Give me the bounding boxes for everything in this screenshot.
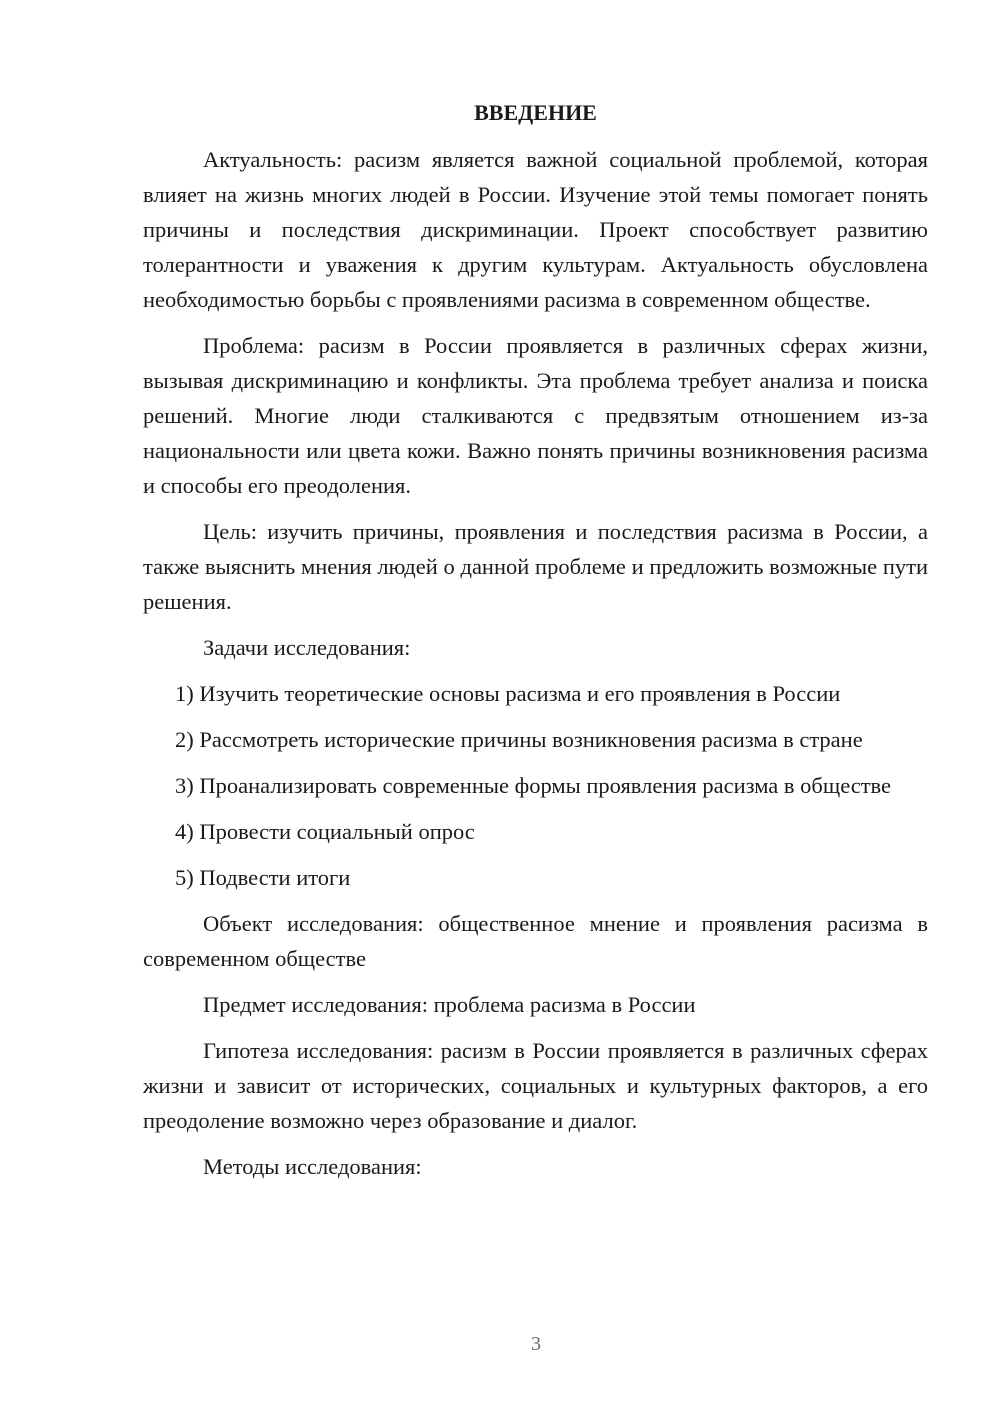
task-item-2: 2) Рассмотреть исторические причины возникновения расизма в стране: [175, 727, 863, 752]
subject-paragraph: Предмет исследования: проблема расизма в России: [203, 992, 696, 1017]
task-item-4: 4) Провести социальный опрос: [175, 819, 475, 844]
methods-title: Методы исследования:: [203, 1154, 422, 1179]
task-item-1: 1) Изучить теоретические основы расизма и его проявления в России: [175, 681, 841, 706]
goal-paragraph: Цель: изучить причины, проявления и последствия расизма в России, а также выяснить мнения людей о данной проблеме и предложить возможные пути решения.: [143, 519, 928, 614]
page-number: 3: [531, 1333, 541, 1355]
document-body: [143, 95, 928, 1195]
relevance-paragraph: Актуальность: расизм является важной социальной проблемой, которая влияет на жизнь многих людей в России. Изучение этой темы помогает понять причины и последствия дискриминации. Проект способствует развитию толерантности и уважения к другим культурам. Актуальность обусловлена необходимостью борьбы с проявлениями расизма в современном обществе.: [143, 147, 928, 312]
task-item-5: 5) Подвести итоги: [175, 865, 351, 890]
task-item-3: 3) Проанализировать современные формы проявления расизма в обществе: [175, 773, 892, 798]
tasks-title: Задачи исследования:: [203, 635, 411, 660]
hypothesis-paragraph: Гипотеза исследования: расизм в России проявляется в различных сферах жизни и зависит от исторических, социальных и культурных факторов, а его преодоление возможно через образование и диалог.: [143, 1038, 928, 1133]
problem-paragraph: Проблема: расизм в России проявляется в различных сферах жизни, вызывая дискриминацию и конфликты. Эта проблема требует анализа и поиска решений. Многие люди сталкиваются с предвзятым отношением из-за национальности или цвета кожи. Важно понять причины возникновения расизма и способы его преодоления.: [143, 333, 928, 498]
page-title: ВВЕДЕНИЕ: [474, 100, 597, 125]
object-paragraph: Объект исследования: общественное мнение и проявления расизма в современном обществе: [143, 911, 928, 971]
